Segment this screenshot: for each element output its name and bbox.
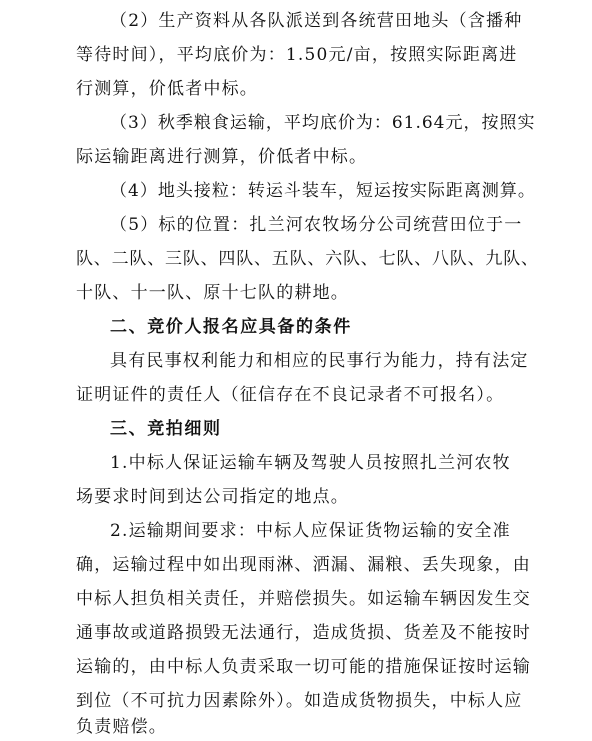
item-2-line-2: 等待时间），平均底价为：1.50元/亩，按照实际距离进 — [76, 45, 518, 65]
rule-2-line-6: 到位（不可抗力因素除外）。如造成货物损失，中标人应 — [76, 691, 523, 711]
item-3-line-1: （3）秋季粮食运输，平均底价为：61.64元，按照实 — [110, 113, 536, 133]
section-2-heading: 二、竞价人报名应具备的条件 — [110, 317, 352, 337]
item-5-line-1: （5）标的位置：扎兰河农牧场分公司统营田位于一 — [110, 215, 523, 235]
item-5-line-2: 队、二队、三队、四队、五队、六队、七队、八队、九队、 — [76, 249, 539, 269]
item-2-line-1: （2）生产资料从各队派送到各统营田地头（含播种 — [110, 11, 523, 31]
item-3-line-2: 际运输距离进行测算，价低者中标。 — [76, 147, 368, 167]
rule-2-line-1: 2.运输期间要求：中标人应保证货物运输的安全准 — [110, 521, 511, 541]
section-2-body-line-1: 具有民事权利能力和相应的民事行为能力，持有法定 — [110, 351, 529, 371]
rule-2-line-7: 负责赔偿。 — [76, 717, 167, 737]
rule-2-line-4: 通事故或道路损毁无法通行，造成货损、货差及不能按时 — [76, 623, 531, 643]
rule-2-line-2: 确，运输过程中如出现雨淋、洒漏、漏粮、丢失现象，由 — [76, 555, 531, 575]
section-2-body-line-2: 证明证件的责任人（征信存在不良记录者不可报名）。 — [76, 385, 505, 405]
rule-1-line-2: 场要求时间到达公司指定的地点。 — [76, 487, 349, 507]
rule-1-line-1: 1.中标人保证运输车辆及驾驶人员按照扎兰河农牧 — [110, 453, 511, 473]
item-2-line-3: 行测算，价低者中标。 — [76, 79, 258, 99]
item-5-line-3: 十队、十一队、原十七队的耕地。 — [76, 283, 349, 303]
rule-2-line-5: 运输的，由中标人负责采取一切可能的措施保证按时运输 — [76, 657, 531, 677]
section-3-heading: 三、竞拍细则 — [110, 419, 222, 439]
item-4-line-1: （4）地头接粒：转运斗装车，短运按实际距离测算。 — [110, 181, 536, 201]
rule-2-line-3: 中标人担负相关责任，并赔偿损失。如运输车辆因发生交 — [76, 589, 531, 609]
